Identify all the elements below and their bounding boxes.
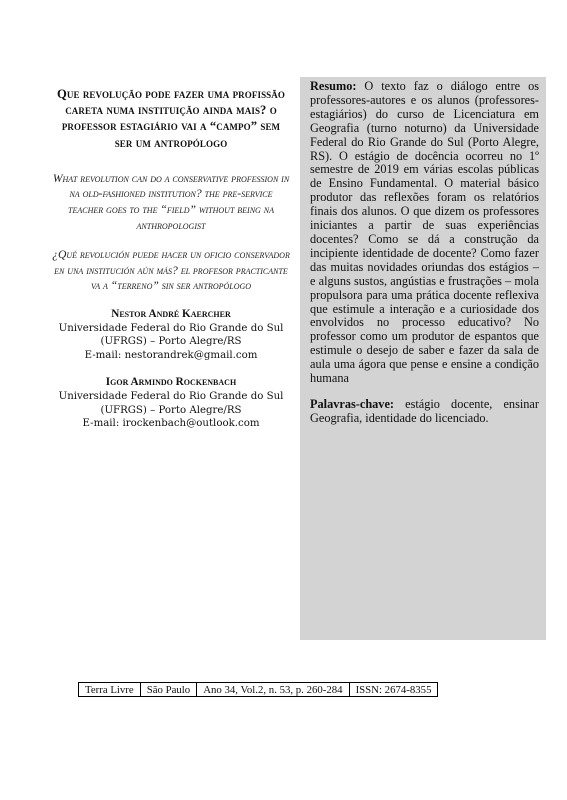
author-name: Igor Armindo Rockenbach: [105, 376, 237, 389]
title-english: What revolution can do a conservative profession in na old-fashioned institution? the pre-service teacher goes to the “field” without being na anthropologist: [52, 171, 290, 232]
journal-volume: Ano 34, Vol.2, n. 53, p. 260-284: [197, 683, 349, 697]
journal-issn: ISSN: 2674-8355: [349, 683, 438, 697]
citation-row: [79, 683, 438, 697]
journal-city: São Paulo: [140, 683, 197, 697]
author-name: Nestor André Kaercher: [111, 307, 231, 320]
author-block: [52, 376, 290, 430]
title-spanish: ¿Qué revolución puede hacer un oficio conservador en una institución aún más? el profesor practicante va a “terreno” sin ser antropólogo: [52, 248, 290, 293]
abstract-label: Resumo:: [310, 79, 357, 93]
keywords-text: estágio docente, ensinar Geografia, identidade do licenciado.: [310, 396, 539, 425]
author-email: E-mail: nestorandrek@gmail.com: [84, 349, 258, 361]
author-affiliation: Universidade Federal do Rio Grande do Sul (UFRGS) – Porto Alegre/RS: [58, 322, 284, 348]
author-affiliation: Universidade Federal do Rio Grande do Sul (UFRGS) – Porto Alegre/RS: [58, 390, 284, 416]
keywords-label: Palavras-chave:: [310, 396, 395, 411]
abstract: [310, 80, 539, 386]
journal-name: Terra Livre: [79, 683, 141, 697]
abstract-panel: [300, 77, 546, 640]
title-portuguese: Que revolução pode fazer uma profissão careta numa instituição ainda mais? o professor estagiário vai a “campo” sem ser um antropólogo: [56, 87, 285, 150]
abstract-text: O texto faz o diálogo entre os professores-autores e os alunos (professores-estagiários) do curso de Licenciatura em Geografia (turno noturno) da Universidade Federal do Rio Grande do Sul (Porto Alegre, RS). O estágio de docência ocorreu no 1º semestre de 2019 em várias escolas públicas de Ensino Fundamental. O material básico produtor das reflexões foram os relatórios finais dos alunos. O que dizem os professores iniciantes a partir de suas experiências docentes? Como se dá a construção da incipiente identidade de docente? Como fazer das muitas novidades oriundas dos estágios – e alguns sustos, angústias e frustrações – mola propulsora para uma prática docente reflexiva que estimule a interação e a curiosidade dos envolvidos no processo educativo? No professor como um produtor de espantos que estimule o desejo de saber e fazer da sala de aula uma ágora que pense e ensine a condição humana: [310, 79, 540, 386]
keywords: [310, 398, 539, 426]
author-email: E-mail: irockenbach@outlook.com: [82, 418, 260, 430]
article-header: [52, 86, 290, 431]
author-block: [52, 308, 290, 362]
journal-citation-footer: [78, 682, 438, 697]
